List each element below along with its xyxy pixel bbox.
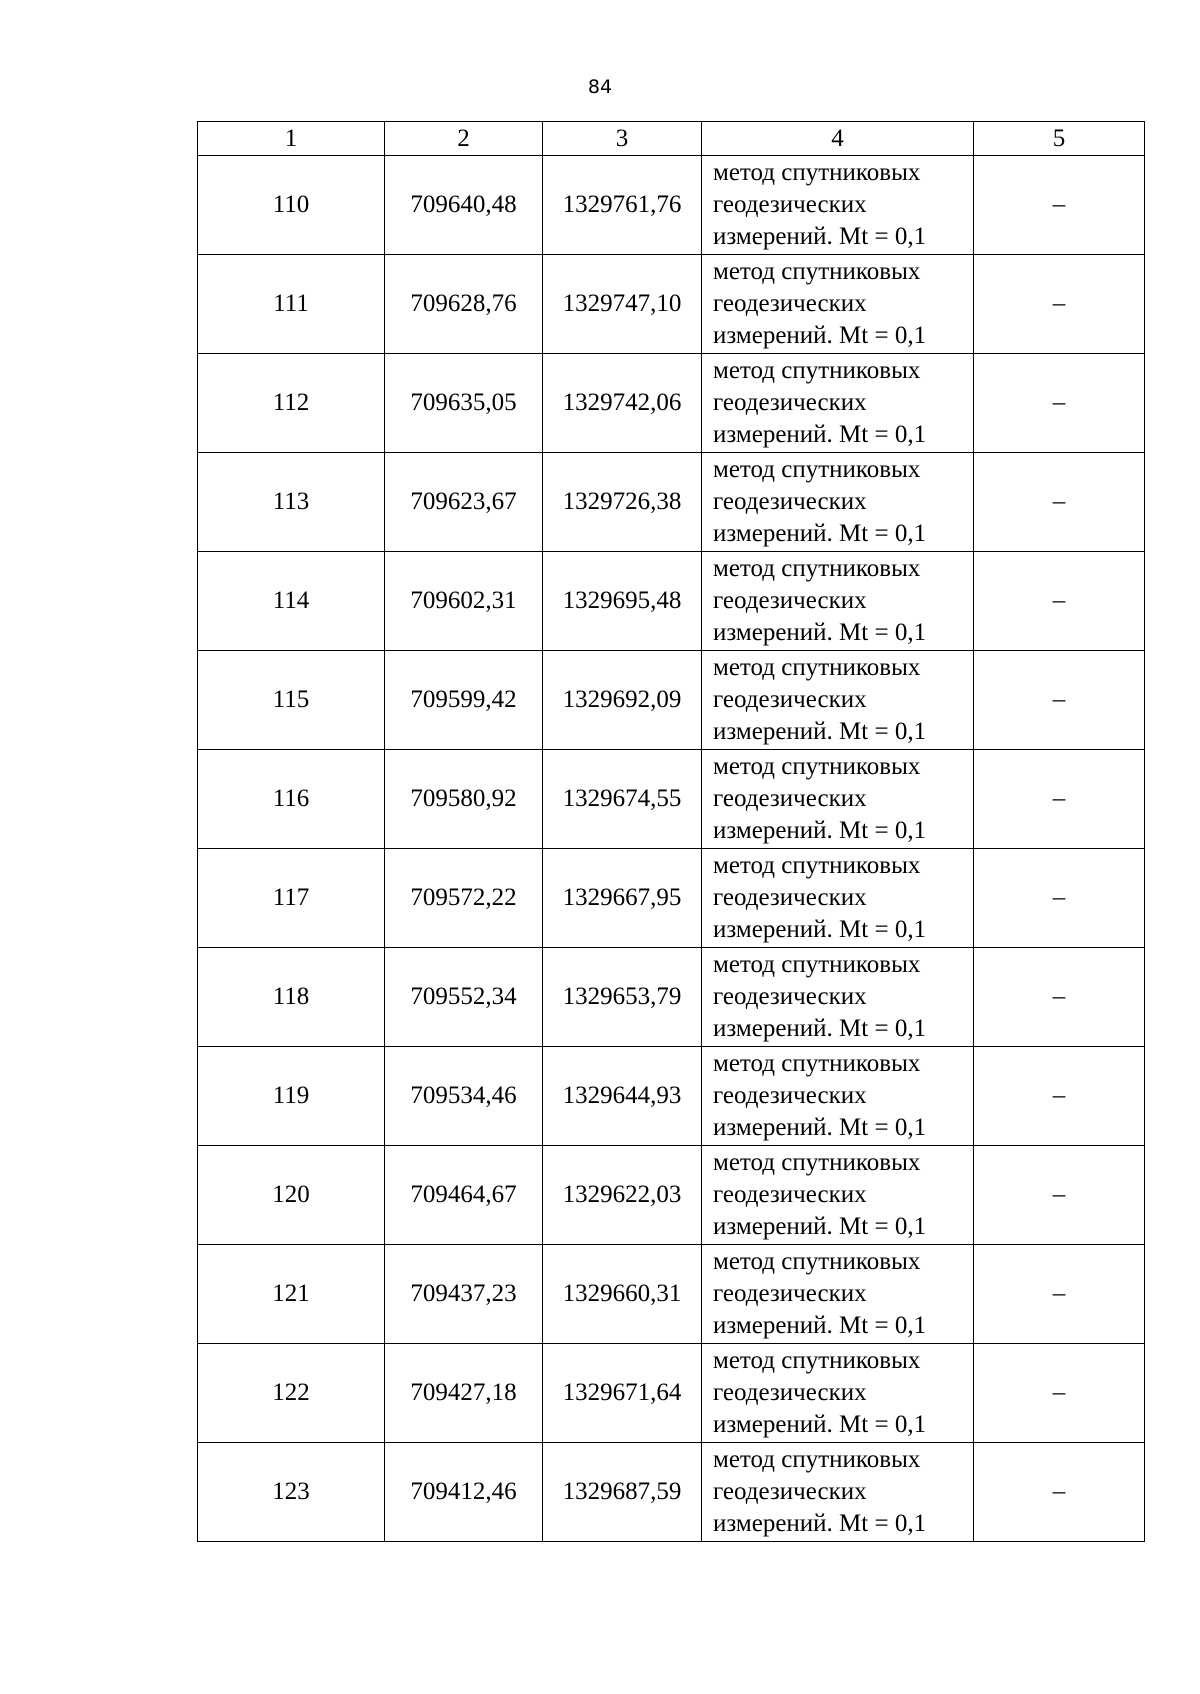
method-cell bbox=[702, 156, 974, 255]
method-cell bbox=[702, 849, 974, 948]
method-cell bbox=[702, 354, 974, 453]
method-text-line: геодезических bbox=[713, 191, 867, 218]
y-coordinate-cell: 1329622,03 bbox=[543, 1146, 702, 1245]
table-header-row bbox=[198, 122, 1145, 156]
method-text-line: измерений. Mt = 0,1 bbox=[713, 1510, 927, 1537]
method-text-line: измерений. Mt = 0,1 bbox=[713, 322, 927, 349]
y-coordinate-cell: 1329695,48 bbox=[543, 552, 702, 651]
table-row bbox=[198, 849, 1145, 948]
page-number: 84 bbox=[587, 76, 613, 98]
method-text-line: метод спутниковых bbox=[713, 753, 921, 780]
method-text-line: геодезических bbox=[713, 587, 867, 614]
method-text-line: геодезических bbox=[713, 1082, 867, 1109]
coordinates-table bbox=[197, 121, 1145, 1542]
x-coordinate-cell: 709437,23 bbox=[385, 1245, 543, 1344]
table-row bbox=[198, 1344, 1145, 1443]
x-coordinate-cell: 709427,18 bbox=[385, 1344, 543, 1443]
table-row bbox=[198, 1047, 1145, 1146]
method-text-line: метод спутниковых bbox=[713, 357, 921, 384]
header-col-3: 3 bbox=[543, 122, 702, 156]
method-cell bbox=[702, 651, 974, 750]
method-text-line: измерений. Mt = 0,1 bbox=[713, 421, 927, 448]
y-coordinate-cell: 1329653,79 bbox=[543, 948, 702, 1047]
method-text-line: геодезических bbox=[713, 1379, 867, 1406]
note-cell: – bbox=[974, 552, 1145, 651]
table-row bbox=[198, 552, 1145, 651]
method-text-line: измерений. Mt = 0,1 bbox=[713, 1213, 927, 1240]
point-number-cell: 123 bbox=[198, 1443, 385, 1542]
x-coordinate-cell: 709599,42 bbox=[385, 651, 543, 750]
note-cell: – bbox=[974, 156, 1145, 255]
x-coordinate-cell: 709534,46 bbox=[385, 1047, 543, 1146]
method-cell bbox=[702, 1047, 974, 1146]
point-number-cell: 120 bbox=[198, 1146, 385, 1245]
method-text-line: метод спутниковых bbox=[713, 258, 921, 285]
method-text-line: измерений. Mt = 0,1 bbox=[713, 1015, 927, 1042]
method-text-line: геодезических bbox=[713, 1280, 867, 1307]
y-coordinate-cell: 1329674,55 bbox=[543, 750, 702, 849]
table-row bbox=[198, 948, 1145, 1047]
y-coordinate-cell: 1329671,64 bbox=[543, 1344, 702, 1443]
method-cell bbox=[702, 1443, 974, 1542]
method-text-line: метод спутниковых bbox=[713, 1050, 921, 1077]
y-coordinate-cell: 1329687,59 bbox=[543, 1443, 702, 1542]
note-cell: – bbox=[974, 453, 1145, 552]
method-text-line: измерений. Mt = 0,1 bbox=[713, 223, 927, 250]
note-cell: – bbox=[974, 354, 1145, 453]
y-coordinate-cell: 1329660,31 bbox=[543, 1245, 702, 1344]
y-coordinate-cell: 1329692,09 bbox=[543, 651, 702, 750]
method-text-line: метод спутниковых bbox=[713, 654, 921, 681]
point-number-cell: 112 bbox=[198, 354, 385, 453]
method-text-line: геодезических bbox=[713, 1478, 867, 1505]
method-text-line: метод спутниковых bbox=[713, 1149, 921, 1176]
point-number-cell: 121 bbox=[198, 1245, 385, 1344]
header-col-4: 4 bbox=[702, 122, 974, 156]
x-coordinate-cell: 709635,05 bbox=[385, 354, 543, 453]
method-cell bbox=[702, 255, 974, 354]
method-text-line: геодезических bbox=[713, 884, 867, 911]
table-row bbox=[198, 1146, 1145, 1245]
method-cell bbox=[702, 1146, 974, 1245]
method-text-line: измерений. Mt = 0,1 bbox=[713, 1114, 927, 1141]
note-cell: – bbox=[974, 1245, 1145, 1344]
note-cell: – bbox=[974, 1047, 1145, 1146]
method-cell bbox=[702, 1245, 974, 1344]
table-body bbox=[198, 156, 1145, 1542]
y-coordinate-cell: 1329761,76 bbox=[543, 156, 702, 255]
header-col-5: 5 bbox=[974, 122, 1145, 156]
method-cell bbox=[702, 453, 974, 552]
point-number-cell: 114 bbox=[198, 552, 385, 651]
table-row bbox=[198, 651, 1145, 750]
table-row bbox=[198, 255, 1145, 354]
method-cell bbox=[702, 750, 974, 849]
method-text-line: геодезических bbox=[713, 785, 867, 812]
method-text-line: метод спутниковых bbox=[713, 1248, 921, 1275]
x-coordinate-cell: 709552,34 bbox=[385, 948, 543, 1047]
method-text-line: измерений. Mt = 0,1 bbox=[713, 1411, 927, 1438]
x-coordinate-cell: 709602,31 bbox=[385, 552, 543, 651]
x-coordinate-cell: 709580,92 bbox=[385, 750, 543, 849]
point-number-cell: 118 bbox=[198, 948, 385, 1047]
table-row bbox=[198, 1443, 1145, 1542]
method-text-line: геодезических bbox=[713, 488, 867, 515]
method-text-line: измерений. Mt = 0,1 bbox=[713, 1312, 927, 1339]
method-cell bbox=[702, 1344, 974, 1443]
x-coordinate-cell: 709412,46 bbox=[385, 1443, 543, 1542]
y-coordinate-cell: 1329742,06 bbox=[543, 354, 702, 453]
x-coordinate-cell: 709623,67 bbox=[385, 453, 543, 552]
table-row bbox=[198, 453, 1145, 552]
method-text-line: метод спутниковых bbox=[713, 852, 921, 879]
point-number-cell: 110 bbox=[198, 156, 385, 255]
y-coordinate-cell: 1329726,38 bbox=[543, 453, 702, 552]
point-number-cell: 111 bbox=[198, 255, 385, 354]
note-cell: – bbox=[974, 948, 1145, 1047]
header-col-2: 2 bbox=[385, 122, 543, 156]
method-text-line: измерений. Mt = 0,1 bbox=[713, 718, 927, 745]
method-text-line: метод спутниковых bbox=[713, 1446, 921, 1473]
method-cell bbox=[702, 948, 974, 1047]
note-cell: – bbox=[974, 1344, 1145, 1443]
method-text-line: геодезических bbox=[713, 686, 867, 713]
point-number-cell: 116 bbox=[198, 750, 385, 849]
method-text-line: метод спутниковых bbox=[713, 456, 921, 483]
table-row bbox=[198, 156, 1145, 255]
y-coordinate-cell: 1329747,10 bbox=[543, 255, 702, 354]
method-cell bbox=[702, 552, 974, 651]
table-row bbox=[198, 750, 1145, 849]
method-text-line: геодезических bbox=[713, 389, 867, 416]
method-text-line: измерений. Mt = 0,1 bbox=[713, 619, 927, 646]
point-number-cell: 119 bbox=[198, 1047, 385, 1146]
table-row bbox=[198, 1245, 1145, 1344]
method-text-line: измерений. Mt = 0,1 bbox=[713, 817, 927, 844]
method-text-line: метод спутниковых bbox=[713, 951, 921, 978]
method-text-line: измерений. Mt = 0,1 bbox=[713, 916, 927, 943]
method-text-line: метод спутниковых bbox=[713, 159, 921, 186]
note-cell: – bbox=[974, 849, 1145, 948]
point-number-cell: 122 bbox=[198, 1344, 385, 1443]
x-coordinate-cell: 709572,22 bbox=[385, 849, 543, 948]
x-coordinate-cell: 709640,48 bbox=[385, 156, 543, 255]
note-cell: – bbox=[974, 750, 1145, 849]
point-number-cell: 113 bbox=[198, 453, 385, 552]
y-coordinate-cell: 1329667,95 bbox=[543, 849, 702, 948]
note-cell: – bbox=[974, 1146, 1145, 1245]
method-text-line: метод спутниковых bbox=[713, 555, 921, 582]
note-cell: – bbox=[974, 1443, 1145, 1542]
method-text-line: измерений. Mt = 0,1 bbox=[713, 520, 927, 547]
point-number-cell: 117 bbox=[198, 849, 385, 948]
x-coordinate-cell: 709464,67 bbox=[385, 1146, 543, 1245]
method-text-line: геодезических bbox=[713, 290, 867, 317]
method-text-line: геодезических bbox=[713, 983, 867, 1010]
note-cell: – bbox=[974, 651, 1145, 750]
table-row bbox=[198, 354, 1145, 453]
note-cell: – bbox=[974, 255, 1145, 354]
method-text-line: геодезических bbox=[713, 1181, 867, 1208]
header-col-1: 1 bbox=[198, 122, 385, 156]
method-text-line: метод спутниковых bbox=[713, 1347, 921, 1374]
point-number-cell: 115 bbox=[198, 651, 385, 750]
x-coordinate-cell: 709628,76 bbox=[385, 255, 543, 354]
y-coordinate-cell: 1329644,93 bbox=[543, 1047, 702, 1146]
